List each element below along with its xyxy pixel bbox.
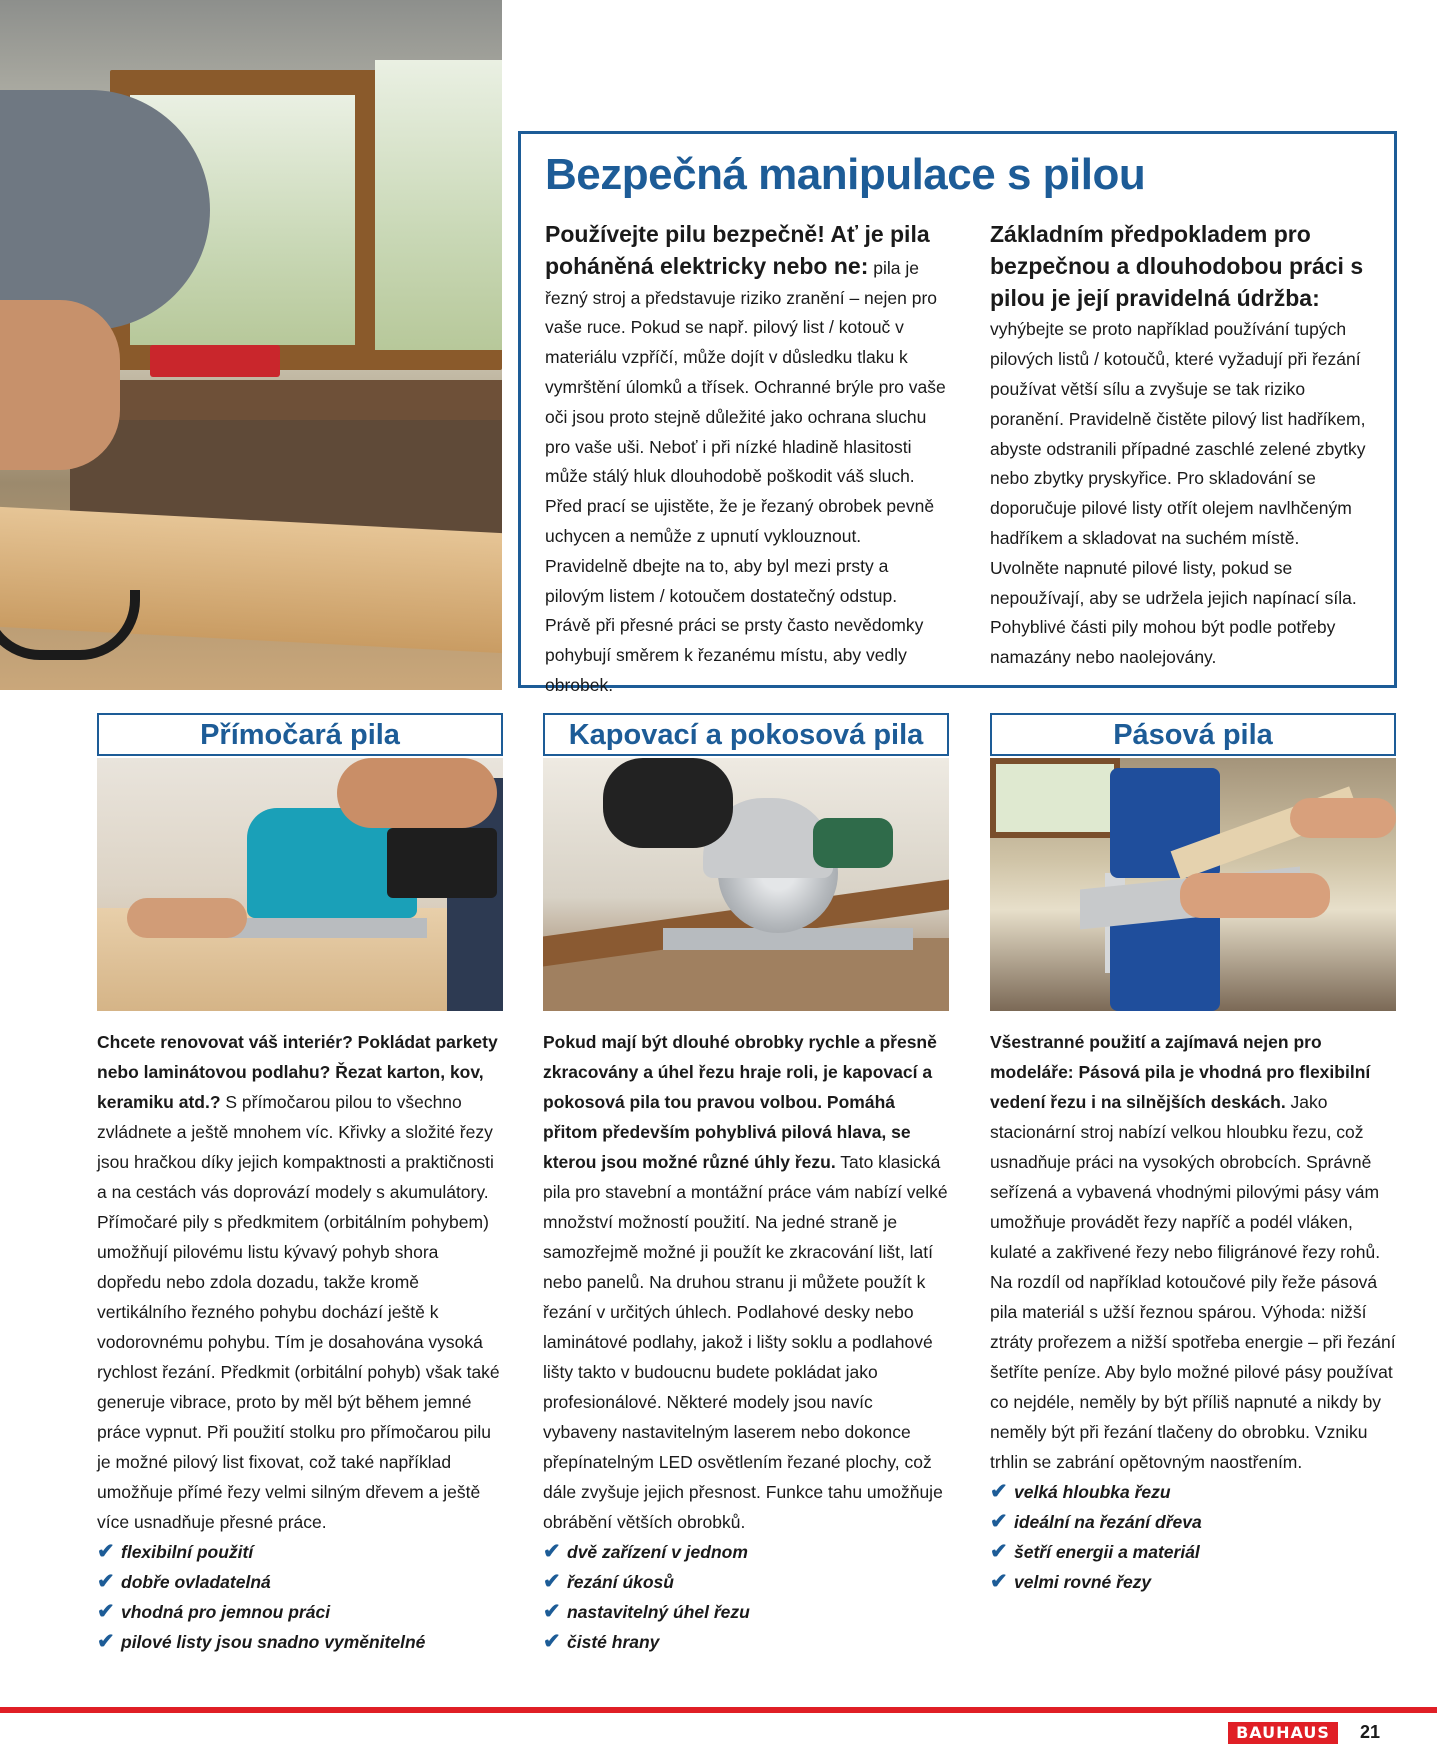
safety-right-lead: Základním předpokladem pro bezpečnou a dlouhodobou práci s pilou je její pravidelná údržba: — [990, 221, 1364, 311]
miter-saw-lead: Pokud mají být dlouhé obrobky rychle a přesně zkracovány a úhel řezu hraje roli, je kapovací a pokosová pila tou pravou volbou. Pomáhá přitom především pohyblivá pilová hlava, se kterou jsou možné různé úhly řezu. — [543, 1032, 937, 1172]
check-item: ✔ velmi rovné řezy — [990, 1567, 1396, 1597]
check-icon: ✔ — [97, 1630, 115, 1653]
check-item: ✔ dobře ovladatelná — [97, 1567, 503, 1597]
photo-jigsaw — [97, 758, 503, 1011]
jigsaw-lead: Chcete renovovat váš interiér? Pokládat parkety nebo laminátovou podlahu? Řezat karton, kov, keramiku atd.? — [97, 1032, 498, 1112]
photo-battery — [387, 828, 497, 898]
check-item: ✔ flexibilní použití — [97, 1537, 503, 1567]
check-icon: ✔ — [990, 1540, 1008, 1563]
footer-red-rule — [0, 1707, 1437, 1713]
red-toolbox — [150, 345, 280, 377]
photo-motor — [813, 818, 893, 868]
bauhaus-logo: BAUHAUS — [1228, 1722, 1338, 1744]
jigsaw-paragraph — [97, 1027, 503, 1537]
check-item: ✔ ideální na řezání dřeva — [990, 1507, 1396, 1537]
band-saw-text-column — [990, 1027, 1396, 1597]
check-item: ✔ nastavitelný úhel řezu — [543, 1597, 949, 1627]
jigsaw-check-list — [97, 1537, 503, 1657]
check-item: ✔ čisté hrany — [543, 1627, 949, 1657]
safety-left-lead: Používejte pilu bezpečně! Ať je pila poháněná elektricky nebo ne: — [545, 221, 930, 279]
photo-hand — [127, 898, 247, 938]
miter-saw-check-list — [543, 1537, 949, 1657]
check-icon: ✔ — [543, 1570, 561, 1593]
section-header-band-saw: Pásová pila — [990, 713, 1396, 756]
photo-hand — [1290, 798, 1396, 838]
check-icon: ✔ — [990, 1510, 1008, 1533]
hero-photo-jigsaw-workshop — [0, 0, 502, 690]
jigsaw-text-column — [97, 1027, 503, 1657]
check-icon: ✔ — [97, 1570, 115, 1593]
jigsaw-body: S přímočarou pilou to všechno zvládnete a ještě mnohem víc. Křivky a složité řezy jsou hračkou díky jejich kompaktnosti a praktičnosti a na cestách vás doprovází modely s akumulátory. Přímočaré pily s předkmitem (orbitálním pohybem) umožňují pilovému listu kývavý pohyb shora dopředu nebo zdola dozadu, takže kromě vertikálního řezného pohybu dochází ještě k vodorovnému pohybu. Tím je dosahována vysoká rychlost řezání. Předkmit (orbitální pohyb) však také generuje vibrace, proto by měl být během jemné práce vypnut. Při použití stolku pro přímočarou pilu je možné pilový list fixovat, což také například umožňuje přímé řezy velmi silným dřevem a ještě více usnadňuje přesné práce. — [97, 1092, 500, 1532]
page-number: 21 — [1360, 1722, 1381, 1742]
check-item: ✔ pilové listy jsou snadno vyměnitelné — [97, 1627, 503, 1657]
band-saw-lead: Všestranné použití a zajímavá nejen pro modeláře: Pásová pila je vhodná pro flexibilní vedení řezu i na silnějších deskách. — [990, 1032, 1371, 1112]
band-saw-paragraph — [990, 1027, 1396, 1477]
photo-band-saw — [990, 758, 1396, 1011]
check-icon: ✔ — [990, 1480, 1008, 1503]
check-item: ✔ velká hloubka řezu — [990, 1477, 1396, 1507]
check-item: ✔ dvě zařízení v jednom — [543, 1537, 949, 1567]
photo-window — [990, 758, 1120, 838]
safety-box — [518, 131, 1397, 695]
check-icon: ✔ — [543, 1600, 561, 1623]
saw-handle — [0, 590, 140, 660]
check-item: ✔ řezání úkosů — [543, 1567, 949, 1597]
section-header-miter-saw: Kapovací a pokosová pila — [543, 713, 949, 756]
miter-saw-text-column — [543, 1027, 949, 1657]
safety-left-column — [545, 220, 947, 701]
check-icon: ✔ — [543, 1630, 561, 1653]
photo-miter-saw — [543, 758, 949, 1011]
photo-glove — [603, 758, 733, 848]
miter-saw-paragraph — [543, 1027, 949, 1537]
safety-right-column — [990, 220, 1372, 673]
section-header-jigsaw: Přímočará pila — [97, 713, 503, 756]
photo-hand — [1180, 873, 1330, 918]
check-icon: ✔ — [97, 1540, 115, 1563]
safety-right-body: vyhýbejte se proto například používání tupých pilových listů / kotoučů, které vyžadují při řezání používat větší sílu a zvyšuje se tak riziko poranění. Pravidelně čistěte pilový list hadříkem, abyste odstranili případné zaschlé zelené zbytky nebo zbytky pryskyřice. Pro skladování se doporučuje pilové listy otřít olejem navlhčeným hadříkem a skladovat na suchém místě. Uvolněte napnuté pilové listy, pokud se nepoužívají, aby se udržela jejich napínací síla. Pohyblivé části pily mohou být podle potřeby namazány nebo naolejovány. — [990, 319, 1366, 668]
photo-hand — [337, 758, 497, 828]
band-saw-check-list — [990, 1477, 1396, 1597]
check-icon: ✔ — [543, 1540, 561, 1563]
check-icon: ✔ — [97, 1600, 115, 1623]
worker-hand — [0, 300, 120, 470]
check-item: ✔ šetří energii a materiál — [990, 1537, 1396, 1567]
window-pane — [375, 60, 502, 350]
photo-jigsaw-shoe — [227, 918, 427, 938]
safety-left-body: pila je řezný stroj a představuje riziko zranění – nejen pro vaše ruce. Pokud se např. pilový list / kotouč v materiálu vzpříčí, může dojít v důsledku tlaku k vymrštění úlomků a třísek. Ochranné brýle pro vaše oči jsou proto stejně důležité jako ochrana sluchu pro vaše uši. Neboť i při nízké hladině hlasitosti může stálý hluk dlouhodobě poškodit váš sluch. Před prací se ujistěte, že je řezaný obrobek pevně uchycen a nemůže z upnutí vyklouznout. Pravidelně dbejte na to, aby byl mezi prsty a pilovým listem / kotoučem dostatečný odstup. Právě při přesné práci se prsty často nevědomky pohybují směrem k řezanému místu, aby vedly obrobek. — [545, 257, 946, 695]
workbench-shelf — [90, 380, 502, 420]
check-item: ✔ vhodná pro jemnou práci — [97, 1597, 503, 1627]
miter-saw-body: Tato klasická pila pro stavební a montážní práce vám nabízí velké množství možností použití. Na jedné straně je samozřejmě možné ji použít ke zkracování lišt, latí nebo panelů. Na druhou stranu ji můžete použít k řezání v určitých úhlech. Podlahové desky nebo laminátové podlahy, jakož i lišty soklu a podlahové lišty takto v budoucnu budete pokládat jako profesionálové. Některé modely jsou navíc vybaveny nastavitelným laserem nebo dokonce přepínatelným LED osvětlením řezané plochy, což dále zvyšuje jejich přesnost. Funkce tahu umožňuje obrábění větších obrobků. — [543, 1152, 948, 1532]
band-saw-body: Jako stacionární stroj nabízí velkou hloubku řezu, což usnadňuje práci na vysokých obrobcích. Správně seřízená a vybavená vhodnými pilovými pásy vám umožňuje provádět řezy napříč a podél vláken, kulaté a zakřivené řezy nebo filigránové řezy rohů. Na rozdíl od například kotoučové pily řeže pásová pila materiál s užší řeznou spárou. Výhoda: nižší ztráty prořezem a nižší spotřeba energie – při řezání šetříte peníze. Aby bylo možné pilové pásy používat co nejdéle, neměly by být příliš napnuté a nikdy by neměly být při řezání tlačeny do obrobku. Vzniku trhlin se zabrání opětovným naostřením. — [990, 1092, 1396, 1472]
safety-title: Bezpečná manipulace s pilou — [545, 150, 1146, 199]
check-icon: ✔ — [990, 1570, 1008, 1593]
